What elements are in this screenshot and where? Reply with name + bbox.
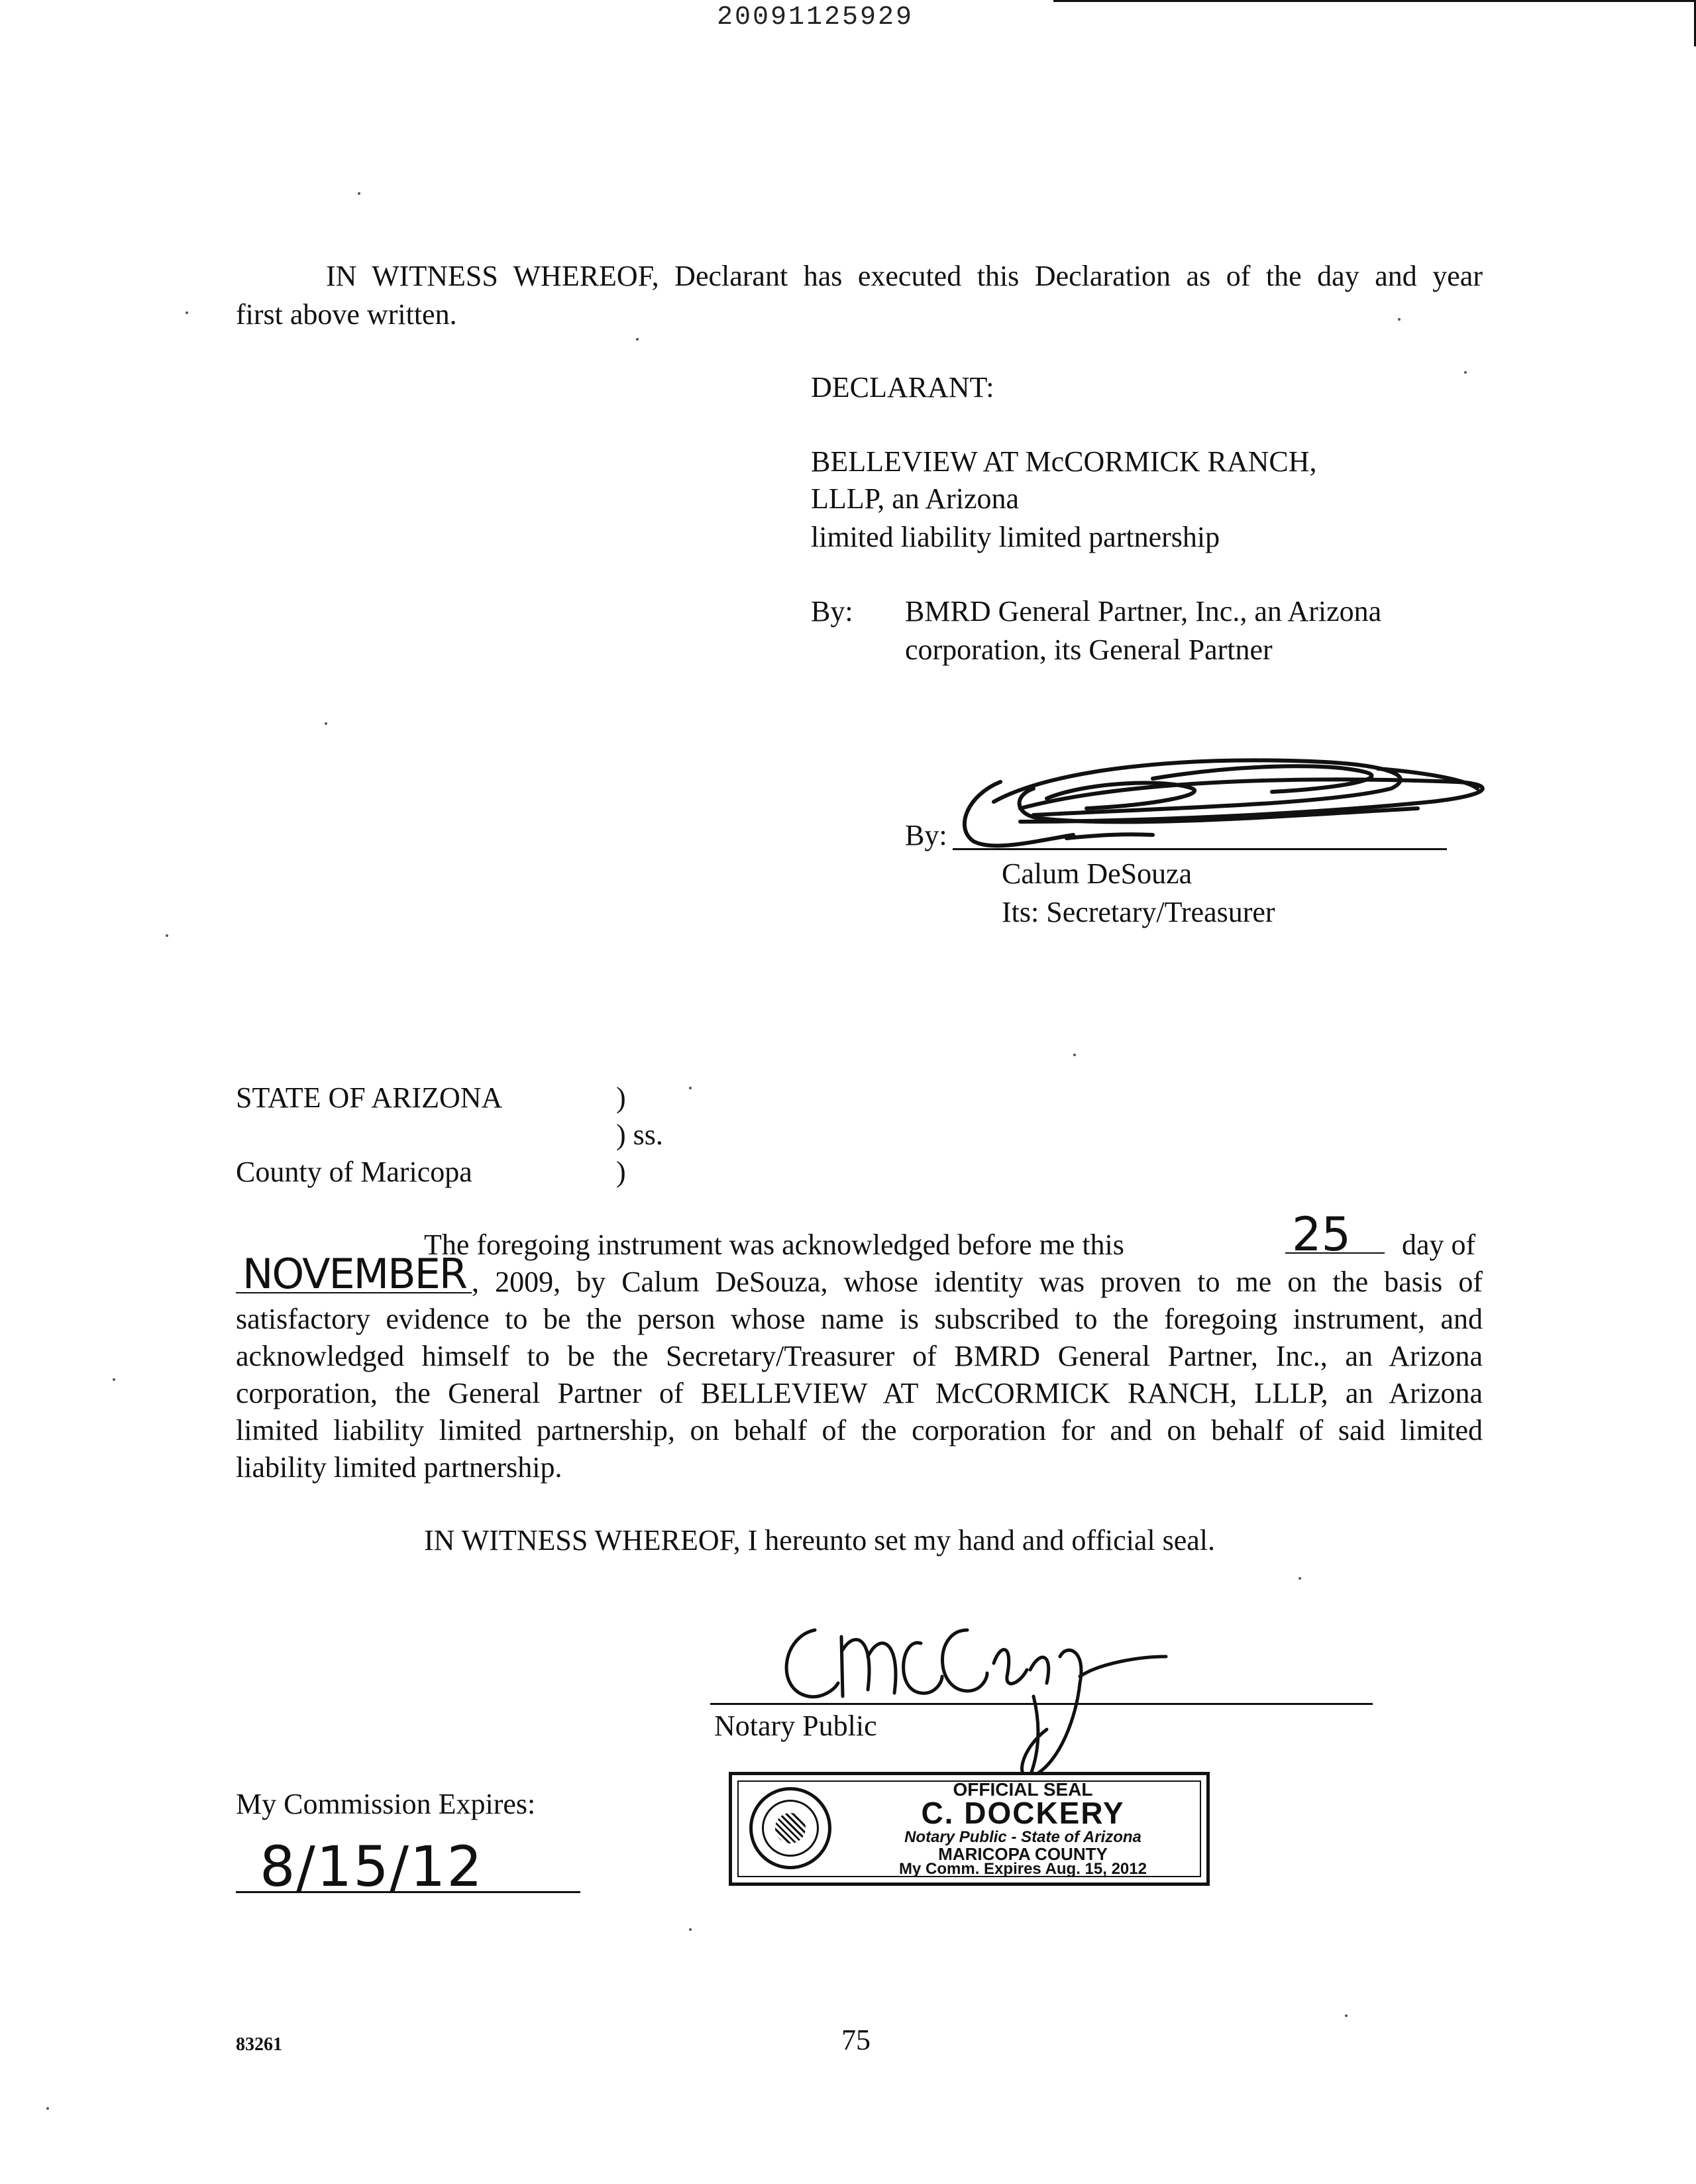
scan-speck (689, 1928, 692, 1931)
ack-day-handwritten: 25 (1292, 1207, 1352, 1262)
scan-speck (689, 1087, 692, 1089)
scan-speck (636, 338, 639, 341)
venue-ss: ) ss. (616, 1119, 663, 1151)
ack-line1-end: day of (1402, 1228, 1476, 1261)
arizona-state-seal-icon (749, 1787, 831, 1869)
top-border-line (1053, 0, 1696, 2)
signer-name: Calum DeSouza (1002, 857, 1192, 890)
partner-by-label: By: (811, 595, 853, 628)
notary-witness-clause: IN WITNESS WHEREOF, I hereunto set my hand and official seal. (424, 1524, 1216, 1556)
venue-county: County of Maricopa (236, 1156, 472, 1188)
commission-expires-label: My Commission Expires: (236, 1788, 536, 1820)
scan-speck (113, 1378, 115, 1381)
ack-line7: liability limited partnership. (236, 1451, 562, 1484)
declarant-entity-line3: limited liability limited partnership (811, 521, 1220, 553)
seal-emblem-core (775, 1813, 806, 1843)
ack-line1-start: The foregoing instrument was acknowledged before me this (424, 1228, 1124, 1261)
seal-official-label: OFFICIAL SEAL (953, 1779, 1093, 1800)
commission-date-handwritten: 8/15/12 (260, 1834, 484, 1899)
scan-speck (46, 2107, 49, 2110)
notary-seal (729, 1772, 1210, 1886)
scan-speck (358, 192, 360, 195)
commission-date-line (236, 1891, 580, 1893)
witness-clause-line2: first above written. (236, 298, 457, 331)
signature-by-label: By: (905, 819, 947, 851)
venue-paren3: ) (616, 1156, 626, 1188)
ack-line6: limited liability limited partnership, on behalf of the corporation for and on behalf of said limited (236, 1414, 1483, 1447)
ack-month-blank (236, 1292, 472, 1293)
recording-number: 20091125929 (717, 3, 914, 32)
ack-month-handwritten: NOVEMBER (242, 1250, 466, 1298)
scan-speck (186, 311, 188, 314)
notary-public-label: Notary Public (714, 1710, 877, 1742)
venue-paren1: ) (616, 1081, 626, 1114)
ack-line2: , 2009, by Calum DeSouza, whose identity was proven to me on the basis of (472, 1266, 1483, 1298)
scan-speck (1398, 318, 1401, 321)
scan-speck (1345, 2014, 1348, 2017)
notary-signature-line (710, 1703, 1373, 1705)
scan-speck (325, 722, 327, 725)
ack-line3: satisfactory evidence to be the person whose name is subscribed to the foregoing instrument, and (236, 1303, 1483, 1335)
venue-state: STATE OF ARIZONA (236, 1081, 503, 1114)
seal-expiration-line: My Comm. Expires Aug. 15, 2012 (899, 1860, 1147, 1878)
declarant-label: DECLARANT: (811, 371, 994, 404)
declarant-entity-line2: LLLP, an Arizona (811, 482, 1020, 515)
seal-notary-name: C. DOCKERY (921, 1796, 1125, 1830)
ack-line4: acknowledged himself to be the Secretary/Treasurer of BMRD General Partner, Inc., an Arizona (236, 1340, 1483, 1372)
seal-state-line: Notary Public - State of Arizona (904, 1828, 1141, 1846)
scan-speck (166, 934, 168, 937)
doc-code: 83261 (236, 2034, 282, 2055)
scan-speck (1073, 1054, 1076, 1056)
partner-line2: corporation, its General Partner (905, 633, 1273, 666)
page-number: 75 (841, 2024, 871, 2056)
declarant-signature (954, 742, 1504, 861)
partner-line1: BMRD General Partner, Inc., an Arizona (905, 595, 1382, 628)
ack-line5: corporation, the General Partner of BELLEVIEW AT McCORMICK RANCH, LLLP, an Arizona (236, 1377, 1483, 1409)
declarant-entity-line1: BELLEVIEW AT McCORMICK RANCH, (811, 445, 1317, 478)
seal-county-line: MARICOPA COUNTY (938, 1844, 1108, 1864)
ack-day-blank (1285, 1252, 1385, 1254)
signer-title: Its: Secretary/Treasurer (1002, 896, 1275, 928)
scan-speck (1464, 371, 1467, 374)
witness-clause-line1: IN WITNESS WHEREOF, Declarant has executed this Declaration as of the day and year (326, 260, 1483, 292)
scan-speck (1298, 1577, 1301, 1580)
notary-signature (768, 1617, 1140, 1796)
